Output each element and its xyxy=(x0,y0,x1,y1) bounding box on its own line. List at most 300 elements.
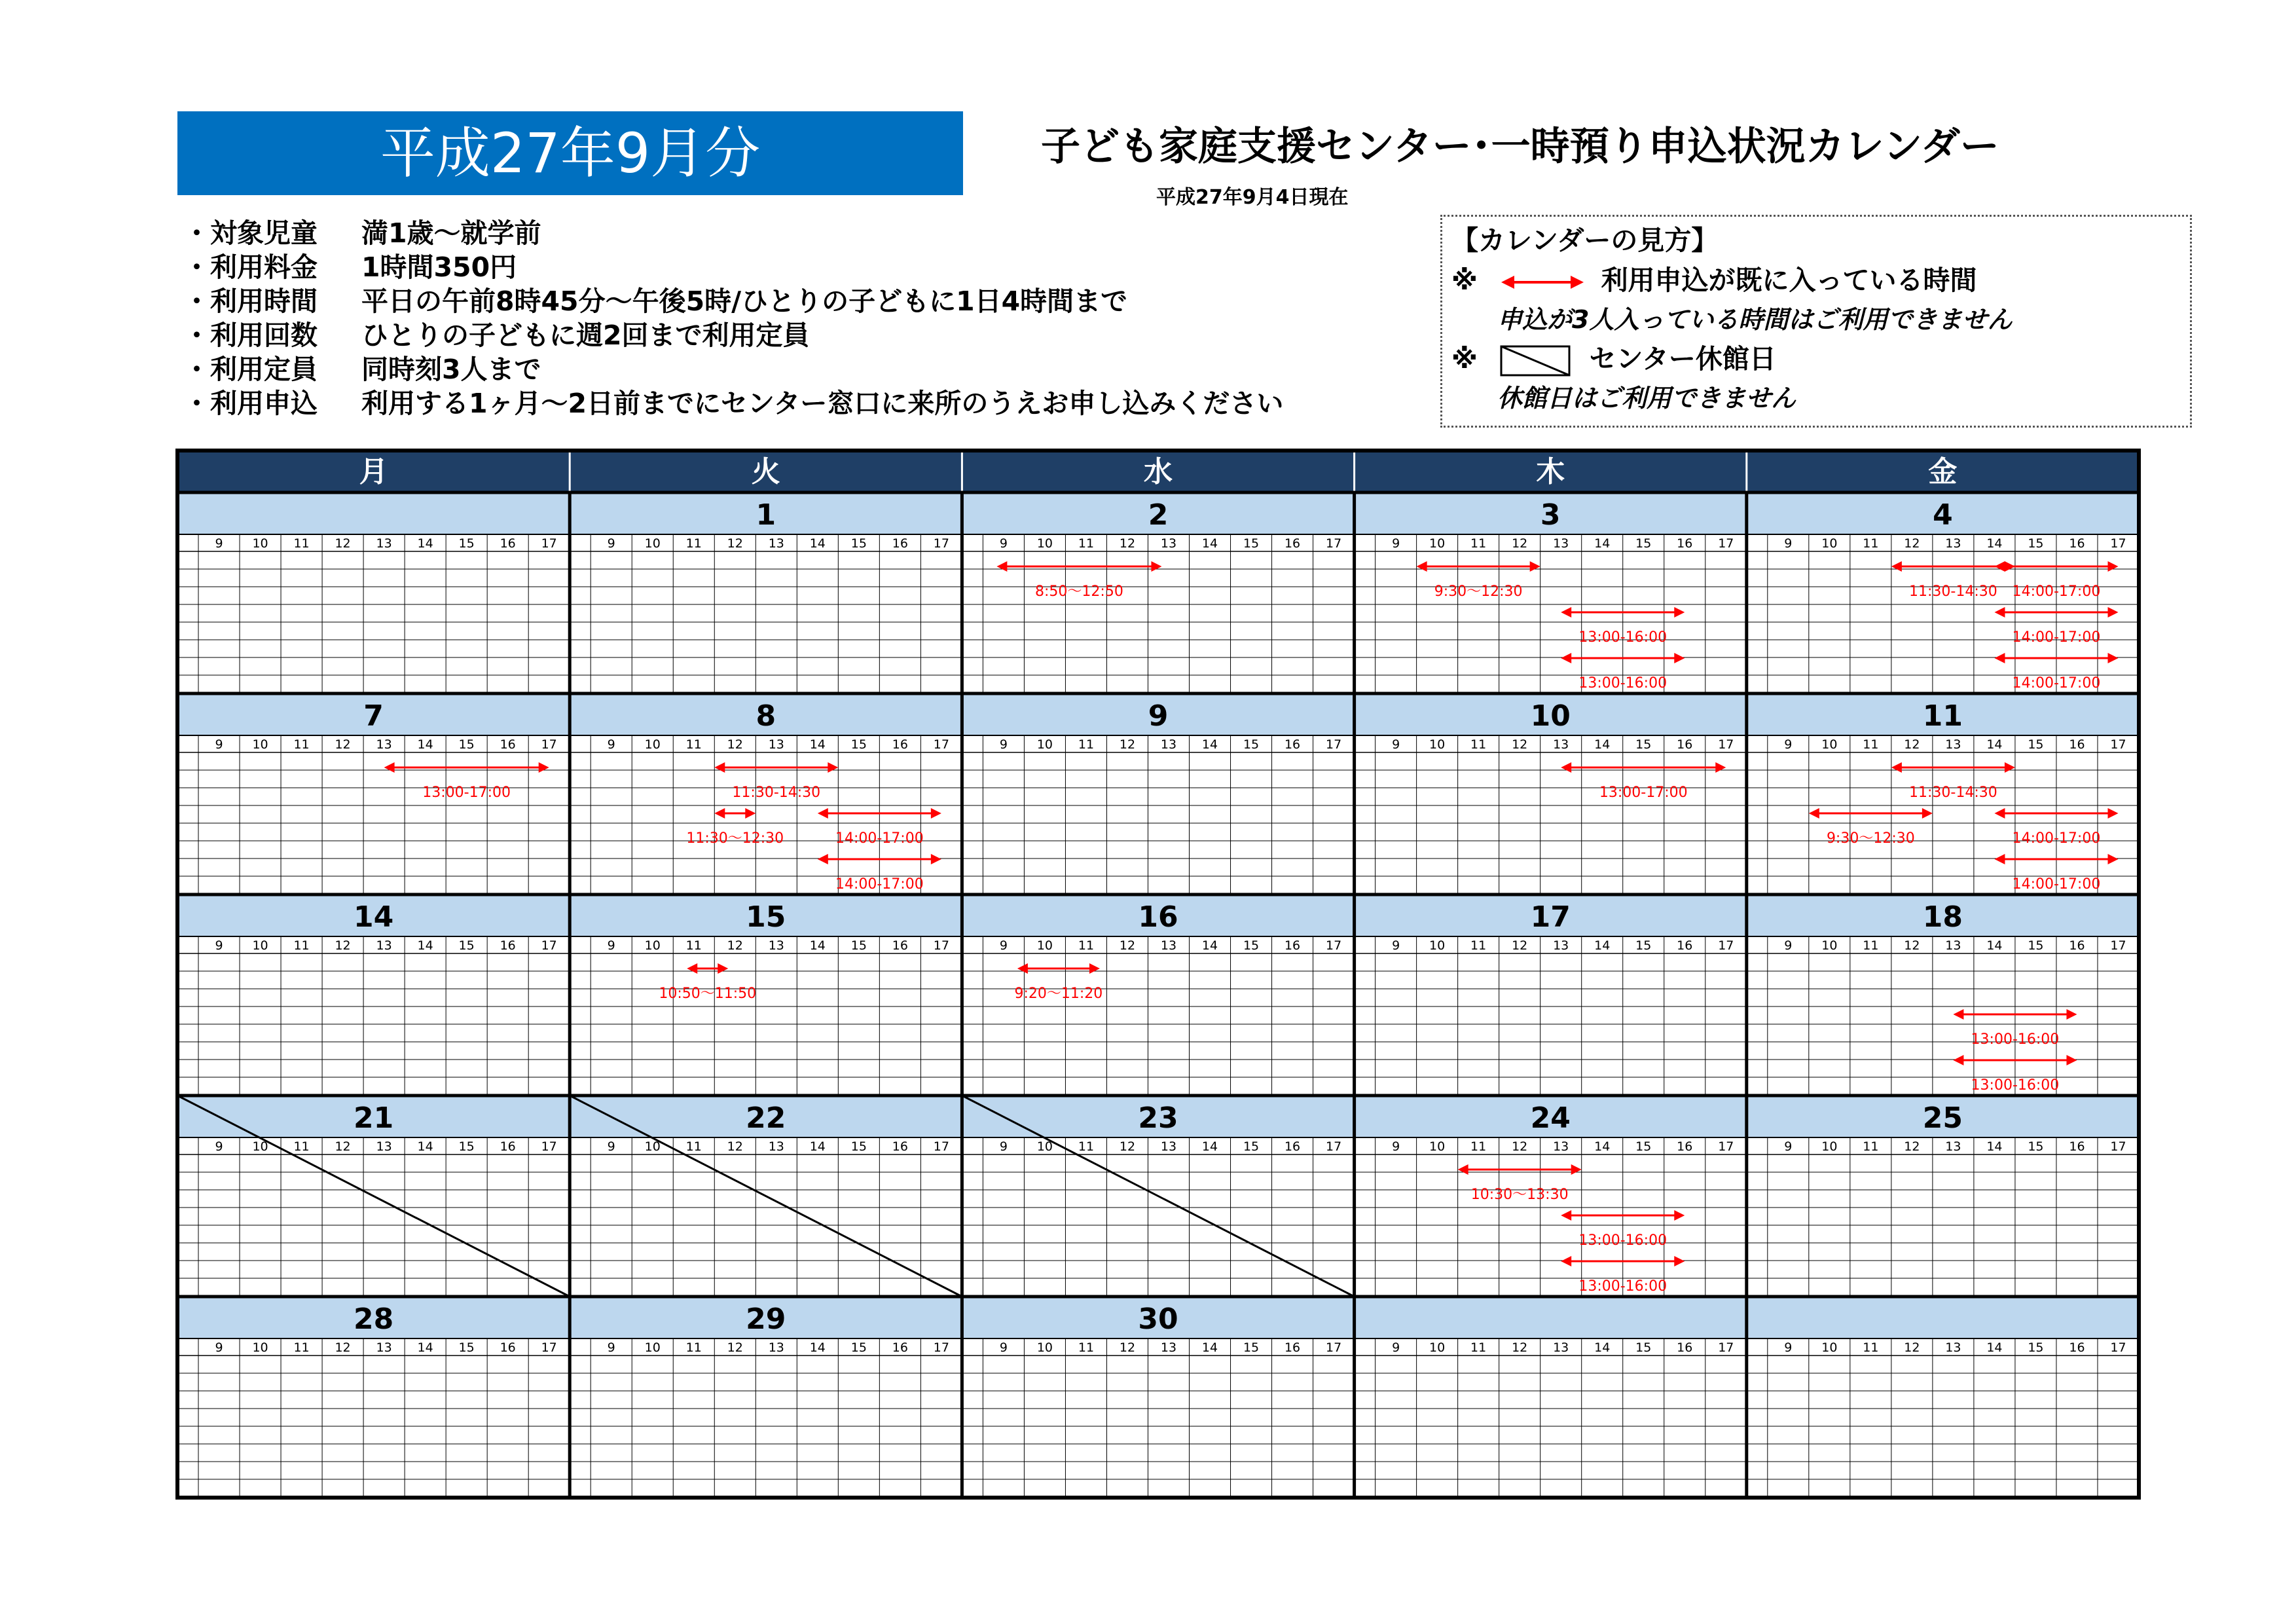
booking-arrow-head-end xyxy=(2107,607,2118,618)
info-label: ・利用時間 xyxy=(183,286,318,317)
booking-time-label: 9:30～12:30 xyxy=(1434,583,1523,600)
hour-label: 11 xyxy=(293,1340,310,1355)
booking-arrow-head-start xyxy=(1994,653,2005,663)
info-value: 満1歳～就学前 xyxy=(361,217,541,249)
date-number: 3 xyxy=(1540,498,1561,532)
hour-label: 15 xyxy=(458,737,475,752)
hour-label: 13 xyxy=(1160,1340,1177,1355)
booking-arrow-head-end xyxy=(2107,653,2118,663)
hour-label: 16 xyxy=(2069,1340,2085,1355)
legend-closed-label: センター休館日 xyxy=(1589,343,1776,375)
booking-arrow-head-start xyxy=(714,808,725,819)
booking-time-label: 8:50～12:50 xyxy=(1035,583,1123,600)
page-title: 子ども家庭支援センター･一時預り申込状況カレンダー xyxy=(1041,124,1999,170)
hour-label: 17 xyxy=(2110,1340,2126,1355)
hour-label: 16 xyxy=(1284,938,1301,953)
booking-arrow-head-start xyxy=(1561,1256,1571,1266)
date-number: 28 xyxy=(353,1302,394,1336)
hour-label: 14 xyxy=(1201,1139,1218,1154)
hour-label: 11 xyxy=(1863,1139,1879,1154)
info-label: ・利用申込 xyxy=(183,388,318,419)
booking-arrow-head-end xyxy=(2005,762,2015,773)
hour-label: 14 xyxy=(809,737,826,752)
hour-label: 11 xyxy=(1863,737,1879,752)
hour-label: 12 xyxy=(1512,938,1528,953)
booking-time-label: 13:00-17:00 xyxy=(422,784,511,801)
date-number: 9 xyxy=(1148,699,1169,733)
hour-label: 15 xyxy=(850,1340,867,1355)
booking-arrow-head-end xyxy=(2107,808,2118,819)
info-label: ・利用回数 xyxy=(183,320,318,351)
date-number: 11 xyxy=(1922,699,1963,733)
hour-label: 16 xyxy=(2069,737,2085,752)
hour-label: 16 xyxy=(892,737,908,752)
booking-arrow-head-start xyxy=(818,808,828,819)
hour-label: 17 xyxy=(541,1340,557,1355)
hour-label: 16 xyxy=(892,1139,908,1154)
hour-label: 17 xyxy=(2110,1139,2126,1154)
booking-arrow-head-start xyxy=(1994,854,2005,864)
hour-label: 12 xyxy=(335,938,351,953)
hour-label: 13 xyxy=(768,1340,784,1355)
hour-label: 10 xyxy=(1821,737,1838,752)
legend-closed-note: 休館日はご利用できません xyxy=(1497,384,1796,413)
hour-label: 14 xyxy=(1986,1340,2003,1355)
hour-label: 13 xyxy=(768,938,784,953)
booking-arrow-head-start xyxy=(687,963,697,974)
hour-label: 9 xyxy=(607,1139,615,1154)
booking-arrow-head-start xyxy=(1561,607,1571,618)
booking-arrow-head-start xyxy=(1561,1210,1571,1221)
hour-label: 12 xyxy=(727,1139,743,1154)
hour-label: 17 xyxy=(1325,536,1342,551)
hour-label: 11 xyxy=(1078,536,1095,551)
hour-label: 17 xyxy=(541,737,557,752)
hour-label: 14 xyxy=(417,536,433,551)
date-number: 30 xyxy=(1138,1302,1178,1336)
hour-label: 11 xyxy=(685,737,702,752)
date-number: 1 xyxy=(756,498,776,532)
hour-label: 13 xyxy=(1945,737,1961,752)
date-number: 21 xyxy=(353,1101,394,1135)
hour-label: 12 xyxy=(1904,1340,1920,1355)
date-number: 10 xyxy=(1530,699,1571,733)
hour-label: 10 xyxy=(644,536,661,551)
hour-label: 16 xyxy=(1677,1139,1693,1154)
hour-label: 9 xyxy=(607,536,615,551)
weekday-label: 水 xyxy=(1144,455,1173,489)
booking-arrow-head-end xyxy=(2107,561,2118,572)
booking-time-label: 13:00-16:00 xyxy=(1971,1031,2060,1048)
hour-label: 12 xyxy=(335,737,351,752)
date-number: 23 xyxy=(1138,1101,1178,1135)
hour-label: 10 xyxy=(252,1340,268,1355)
booking-time-label: 13:00-17:00 xyxy=(1599,784,1688,801)
booking-time-label: 10:30～13:30 xyxy=(1470,1187,1569,1203)
hour-label: 9 xyxy=(999,1340,1008,1355)
booking-time-label: 14:00-17:00 xyxy=(2012,876,2101,893)
hour-label: 14 xyxy=(1986,737,2003,752)
hour-label: 15 xyxy=(1243,536,1260,551)
booking-arrow-head-end xyxy=(1674,1210,1685,1221)
hour-label: 13 xyxy=(1553,536,1569,551)
hour-label: 15 xyxy=(1243,737,1260,752)
booking-arrow-head-start xyxy=(1994,561,2005,572)
hour-label: 11 xyxy=(293,1139,310,1154)
hour-label: 14 xyxy=(1594,938,1611,953)
booking-time-label: 14:00-17:00 xyxy=(835,876,924,893)
hour-label: 15 xyxy=(1243,938,1260,953)
hour-label: 15 xyxy=(850,1139,867,1154)
hour-label: 11 xyxy=(1078,1139,1095,1154)
booking-arrow-head-end xyxy=(1089,963,1100,974)
hour-label: 17 xyxy=(1325,1340,1342,1355)
hour-label: 16 xyxy=(1284,536,1301,551)
hour-label: 15 xyxy=(1243,1340,1260,1355)
date-number: 17 xyxy=(1530,900,1571,934)
hour-label: 16 xyxy=(500,1340,516,1355)
booking-arrow-head-end xyxy=(1151,561,1161,572)
booking-arrow-head-start xyxy=(1891,762,1902,773)
booking-time-label: 14:00-17:00 xyxy=(835,830,924,847)
hour-label: 11 xyxy=(1863,536,1879,551)
hour-label: 9 xyxy=(1392,737,1400,752)
hour-label: 9 xyxy=(215,737,223,752)
hour-label: 16 xyxy=(500,938,516,953)
hour-label: 14 xyxy=(1201,1340,1218,1355)
booking-arrow-head-start xyxy=(1017,963,1028,974)
hour-label: 11 xyxy=(1863,938,1879,953)
hour-label: 9 xyxy=(215,938,223,953)
booking-time-label: 13:00-16:00 xyxy=(1971,1077,2060,1094)
info-value: 利用する1ヶ月～2日前までにセンター窓口に来所のうえお申し込みください xyxy=(361,388,1284,419)
legend-title: 【カレンダーの見方】 xyxy=(1451,225,1719,256)
hour-label: 12 xyxy=(1119,938,1136,953)
hour-label: 11 xyxy=(1078,938,1095,953)
hour-label: 10 xyxy=(1821,938,1838,953)
hour-label: 15 xyxy=(458,536,475,551)
hour-label: 16 xyxy=(2069,1139,2085,1154)
date-number: 25 xyxy=(1922,1101,1963,1135)
hour-label: 11 xyxy=(1470,1340,1487,1355)
hour-label: 12 xyxy=(335,1340,351,1355)
hour-label: 9 xyxy=(215,1340,223,1355)
hour-label: 17 xyxy=(1718,1139,1734,1154)
hour-label: 17 xyxy=(933,938,949,953)
hour-label: 17 xyxy=(933,536,949,551)
date-number: 22 xyxy=(746,1101,786,1135)
hour-label: 12 xyxy=(1512,737,1528,752)
hour-label: 17 xyxy=(1718,938,1734,953)
info-value: ひとりの子どもに週2回まで利用定員 xyxy=(361,320,810,351)
legend-booked-note: 申込が3人入っている時間はご利用できません xyxy=(1497,305,2013,334)
info-label: ・対象児童 xyxy=(183,217,318,249)
hour-label: 12 xyxy=(1904,737,1920,752)
hour-label: 9 xyxy=(1392,1340,1400,1355)
weekday-label: 火 xyxy=(751,455,780,489)
hour-label: 17 xyxy=(933,1139,949,1154)
note-mark: ※ xyxy=(1451,343,1478,375)
hour-label: 10 xyxy=(1821,1340,1838,1355)
booking-time-label: 10:50～11:50 xyxy=(659,986,757,1002)
hour-label: 14 xyxy=(1201,536,1218,551)
hour-label: 14 xyxy=(417,737,433,752)
hour-label: 16 xyxy=(2069,536,2085,551)
date-number: 14 xyxy=(353,900,394,934)
booking-arrow-head-end xyxy=(1715,762,1726,773)
hour-label: 16 xyxy=(1677,938,1693,953)
booking-arrow-head-end xyxy=(718,963,728,974)
booking-arrow-head-end xyxy=(828,762,838,773)
period-title: 平成27年9月分 xyxy=(177,111,963,195)
hour-label: 15 xyxy=(1635,536,1652,551)
hour-label: 13 xyxy=(1160,536,1177,551)
hour-label: 9 xyxy=(1392,1139,1400,1154)
hour-label: 12 xyxy=(335,1139,351,1154)
hour-label: 11 xyxy=(293,536,310,551)
hour-label: 9 xyxy=(215,1139,223,1154)
date-number: 18 xyxy=(1922,900,1963,934)
hour-label: 14 xyxy=(1594,1340,1611,1355)
booking-time-label: 13:00-16:00 xyxy=(1578,1278,1667,1295)
hour-label: 14 xyxy=(417,1139,433,1154)
hour-label: 17 xyxy=(1718,1340,1734,1355)
hour-label: 16 xyxy=(500,737,516,752)
hour-label: 16 xyxy=(892,1340,908,1355)
hour-label: 13 xyxy=(1160,938,1177,953)
hour-label: 9 xyxy=(607,1340,615,1355)
booking-time-label: 14:00-17:00 xyxy=(2012,629,2101,646)
date-number: 8 xyxy=(756,699,776,733)
hour-label: 17 xyxy=(2110,938,2126,953)
as-of-date: 平成27年9月4日現在 xyxy=(1156,186,1349,209)
hour-label: 15 xyxy=(458,1139,475,1154)
hour-label: 9 xyxy=(999,737,1008,752)
hour-label: 9 xyxy=(999,1139,1008,1154)
hour-label: 15 xyxy=(458,938,475,953)
hour-label: 10 xyxy=(1429,536,1446,551)
hour-label: 9 xyxy=(1784,938,1793,953)
hour-label: 13 xyxy=(1945,938,1961,953)
hour-label: 15 xyxy=(1635,737,1652,752)
hour-label: 16 xyxy=(2069,938,2085,953)
hour-label: 14 xyxy=(809,536,826,551)
hour-label: 12 xyxy=(727,737,743,752)
hour-label: 10 xyxy=(644,938,661,953)
booking-arrow-head-end xyxy=(1674,653,1685,663)
date-band xyxy=(177,492,570,534)
booking-time-label: 11:30-14:30 xyxy=(1909,583,1997,600)
hour-label: 11 xyxy=(1470,1139,1487,1154)
hour-label: 11 xyxy=(293,737,310,752)
hour-label: 17 xyxy=(1325,737,1342,752)
booking-time-label: 14:00-17:00 xyxy=(2012,583,2101,600)
booking-arrow-head-end xyxy=(1530,561,1540,572)
hour-label: 14 xyxy=(417,938,433,953)
hour-label: 15 xyxy=(2028,737,2044,752)
weekday-label: 金 xyxy=(1928,455,1958,489)
hour-label: 15 xyxy=(1635,1340,1652,1355)
hour-label: 12 xyxy=(335,536,351,551)
hour-label: 10 xyxy=(252,1139,268,1154)
hour-label: 13 xyxy=(1553,737,1569,752)
hour-label: 12 xyxy=(1904,536,1920,551)
hour-label: 10 xyxy=(1821,1139,1838,1154)
hour-label: 11 xyxy=(1470,737,1487,752)
hour-label: 13 xyxy=(1553,1139,1569,1154)
hour-label: 14 xyxy=(1594,1139,1611,1154)
hour-label: 16 xyxy=(892,938,908,953)
hour-label: 9 xyxy=(1784,1340,1793,1355)
hour-label: 11 xyxy=(685,938,702,953)
hour-label: 11 xyxy=(685,1139,702,1154)
booking-time-label: 13:00-16:00 xyxy=(1578,675,1667,692)
hour-label: 9 xyxy=(607,938,615,953)
date-number: 16 xyxy=(1138,900,1178,934)
booking-time-label: 14:00-17:00 xyxy=(2012,830,2101,847)
hour-label: 17 xyxy=(541,536,557,551)
hour-label: 14 xyxy=(1986,938,2003,953)
note-mark: ※ xyxy=(1451,265,1478,296)
hour-label: 10 xyxy=(644,1340,661,1355)
hour-label: 10 xyxy=(252,938,268,953)
booking-arrow-head-end xyxy=(931,808,941,819)
booking-arrow-head-start xyxy=(996,561,1007,572)
booking-arrow-head-start xyxy=(1953,1055,1963,1065)
date-number: 7 xyxy=(363,699,384,733)
hour-label: 17 xyxy=(1718,737,1734,752)
hour-label: 11 xyxy=(1470,938,1487,953)
hour-label: 14 xyxy=(809,1139,826,1154)
hour-label: 11 xyxy=(1078,1340,1095,1355)
date-number: 15 xyxy=(746,900,786,934)
booking-arrow-head-start xyxy=(1458,1164,1468,1175)
hour-label: 11 xyxy=(1470,536,1487,551)
booking-time-label: 13:00-16:00 xyxy=(1578,629,1667,646)
hour-label: 12 xyxy=(727,536,743,551)
date-number: 4 xyxy=(1933,498,1953,532)
hour-label: 11 xyxy=(1078,737,1095,752)
hour-label: 13 xyxy=(1553,938,1569,953)
date-number: 24 xyxy=(1530,1101,1571,1135)
hour-label: 13 xyxy=(768,536,784,551)
hour-label: 12 xyxy=(1512,536,1528,551)
booking-time-label: 14:00-17:00 xyxy=(2012,675,2101,692)
hour-label: 14 xyxy=(1986,536,2003,551)
hour-label: 10 xyxy=(1036,536,1053,551)
hour-label: 12 xyxy=(1119,1340,1136,1355)
hour-label: 15 xyxy=(1243,1139,1260,1154)
info-value: 同時刻3人まで xyxy=(361,354,541,385)
hour-label: 13 xyxy=(1160,1139,1177,1154)
hour-label: 14 xyxy=(1201,938,1218,953)
booking-arrow-head-start xyxy=(1994,607,2005,618)
date-band xyxy=(1355,1297,1747,1338)
hour-label: 17 xyxy=(1325,938,1342,953)
hour-label: 15 xyxy=(2028,536,2044,551)
hour-label: 15 xyxy=(2028,938,2044,953)
booking-arrow-head-start xyxy=(1953,1009,1963,1020)
hour-label: 13 xyxy=(376,1340,392,1355)
hour-label: 11 xyxy=(1863,1340,1879,1355)
hour-label: 10 xyxy=(1429,737,1446,752)
hour-label: 15 xyxy=(1635,938,1652,953)
hour-label: 13 xyxy=(1160,737,1177,752)
hour-label: 12 xyxy=(1119,1139,1136,1154)
booking-arrow-head-end xyxy=(1571,1164,1582,1175)
hour-label: 14 xyxy=(1986,1139,2003,1154)
hour-label: 17 xyxy=(2110,737,2126,752)
hour-label: 13 xyxy=(376,737,392,752)
hour-label: 16 xyxy=(1284,1340,1301,1355)
date-band xyxy=(1747,1297,2139,1338)
date-number: 2 xyxy=(1148,498,1169,532)
booking-arrow-head-end xyxy=(1674,1256,1685,1266)
info-value: 平日の午前8時45分～午後5時/ひとりの子どもに1日4時間まで xyxy=(361,286,1128,317)
hour-label: 12 xyxy=(1904,1139,1920,1154)
hour-label: 13 xyxy=(376,938,392,953)
hour-label: 15 xyxy=(1635,1139,1652,1154)
booking-arrow-head-start xyxy=(1561,653,1571,663)
hour-label: 9 xyxy=(1784,536,1793,551)
hour-label: 11 xyxy=(293,938,310,953)
hour-label: 15 xyxy=(850,536,867,551)
booking-arrow-head-start xyxy=(1561,762,1571,773)
hour-label: 12 xyxy=(1904,938,1920,953)
booking-arrow-head-end xyxy=(2107,854,2118,864)
hour-label: 16 xyxy=(500,536,516,551)
booking-time-label: 11:30～12:30 xyxy=(686,830,784,847)
hour-label: 12 xyxy=(1512,1340,1528,1355)
hour-label: 16 xyxy=(1284,1139,1301,1154)
legend-booked-label: 利用申込が既に入っている時間 xyxy=(1601,265,1977,296)
hour-label: 13 xyxy=(1553,1340,1569,1355)
weekday-label: 月 xyxy=(359,455,388,489)
hour-label: 17 xyxy=(1325,1139,1342,1154)
info-value: 1時間350円 xyxy=(361,251,517,283)
hour-label: 11 xyxy=(685,1340,702,1355)
hour-label: 13 xyxy=(1945,1139,1961,1154)
booking-arrow-head-end xyxy=(539,762,549,773)
hour-label: 17 xyxy=(933,737,949,752)
hour-label: 9 xyxy=(999,536,1008,551)
hour-label: 17 xyxy=(541,1139,557,1154)
booking-time-label: 11:30-14:30 xyxy=(1909,784,1997,801)
booking-arrow-head-start xyxy=(1417,561,1427,572)
booking-arrow-head-start xyxy=(1891,561,1902,572)
hour-label: 10 xyxy=(252,737,268,752)
booking-arrow-head-start xyxy=(818,854,828,864)
booking-arrow-head-start xyxy=(384,762,395,773)
booking-arrow-head-start xyxy=(1994,808,2005,819)
hour-label: 16 xyxy=(892,536,908,551)
hour-label: 10 xyxy=(1429,1340,1446,1355)
hour-label: 10 xyxy=(252,536,268,551)
hour-label: 17 xyxy=(933,1340,949,1355)
hour-label: 17 xyxy=(1718,536,1734,551)
hour-label: 13 xyxy=(768,1139,784,1154)
hour-label: 13 xyxy=(1945,536,1961,551)
hour-label: 16 xyxy=(1677,737,1693,752)
hour-label: 12 xyxy=(727,938,743,953)
hour-label: 13 xyxy=(376,1139,392,1154)
info-label: ・利用定員 xyxy=(183,354,318,385)
booking-arrow-head-end xyxy=(931,854,941,864)
booking-time-label: 11:30-14:30 xyxy=(732,784,821,801)
hour-label: 10 xyxy=(644,737,661,752)
hour-label: 14 xyxy=(1594,737,1611,752)
booking-time-label: 9:20～11:20 xyxy=(1014,986,1103,1002)
